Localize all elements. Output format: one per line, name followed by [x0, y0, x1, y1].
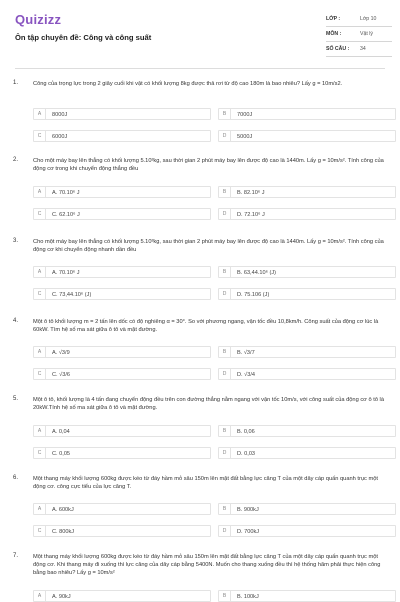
option-letter: A: [34, 591, 46, 601]
option-b[interactable]: [218, 590, 396, 602]
option-letter: C: [34, 448, 46, 458]
option-text: 6000J: [52, 134, 68, 140]
question-text: Cho một máy bay lên thẳng có khối lượng 5.10³kg, sau thời gian 2 phút máy bay lên được độ cao là 1440m. Lấy g = 10m/s². Tính công của động cơ khi chuyển động nhanh dần đều: [33, 239, 384, 254]
option-letter: A: [34, 426, 46, 436]
option-text: C. 0,05: [52, 451, 71, 457]
option-a[interactable]: [33, 590, 211, 602]
option-letter: A: [34, 347, 46, 357]
meta-key: LỚP :: [326, 16, 341, 22]
option-d[interactable]: [218, 525, 396, 537]
option-a[interactable]: [33, 425, 211, 437]
option-text: A. 70.10⁶ J: [52, 270, 80, 276]
page-title: Ôn tập chuyên đề: Công và công suất: [15, 33, 152, 42]
meta-value: 34: [360, 46, 366, 52]
option-letter: D: [219, 526, 231, 536]
option-c[interactable]: [33, 130, 211, 142]
meta-key: MÔN :: [326, 31, 342, 37]
option-text: 8000J: [52, 112, 68, 118]
question-number: 7.: [13, 553, 19, 559]
option-text: 7000J: [237, 112, 253, 118]
option-c[interactable]: [33, 525, 211, 537]
question-number: 6.: [13, 475, 19, 481]
option-a[interactable]: [33, 503, 211, 515]
option-text: B. √3/7: [237, 350, 255, 356]
option-text: A. 0,04: [52, 429, 70, 435]
option-d[interactable]: [218, 208, 396, 220]
option-text: A. 70.10⁶ J: [52, 190, 80, 196]
option-text: D. 700kJ: [237, 529, 260, 535]
option-text: A. 90kJ: [52, 594, 71, 600]
question-text: Một ô tô khối lượng m = 2 tấn lên dốc có độ nghiêng α = 30°. So với phương ngang, vận tốc đều 10,8km/h. Công suất của động cơ lúc là 60kW. Tìm hệ số ma sát giữa ô tô và mặt đường.: [33, 319, 379, 334]
meta-table: [326, 12, 392, 57]
option-b[interactable]: [218, 186, 396, 198]
option-text: C. 800kJ: [52, 529, 75, 535]
option-c[interactable]: [33, 208, 211, 220]
option-letter: B: [219, 109, 231, 119]
option-letter: C: [34, 131, 46, 141]
option-letter: A: [34, 109, 46, 119]
option-d[interactable]: [218, 288, 396, 300]
option-text: B. 63,44.10⁶ (J): [237, 270, 276, 276]
option-b[interactable]: [218, 266, 396, 278]
option-text: A. √3/9: [52, 350, 70, 356]
question-number: 2.: [13, 157, 19, 163]
meta-row-count: [326, 42, 392, 57]
option-letter: B: [219, 504, 231, 514]
option-letter: C: [34, 209, 46, 219]
option-a[interactable]: [33, 108, 211, 120]
option-text: A. 600kJ: [52, 507, 74, 513]
header: [0, 0, 400, 66]
meta-value: Vật lý: [360, 31, 373, 37]
option-text: D. 72.10⁶ J: [237, 212, 265, 218]
option-b[interactable]: [218, 425, 396, 437]
option-text: B. 0,06: [237, 429, 255, 435]
question-text: Một thang máy khối lượng 600kg được kéo từ đáy hầm mỏ sâu 150m lên mặt đất bằng lực căng T của một dây cáp quấn quanh trục một động cơ. công cực tiểu của lực căng T.: [33, 476, 378, 491]
quizizz-logo: Quizizz: [15, 12, 62, 27]
option-text: 5000J: [237, 134, 253, 140]
option-d[interactable]: [218, 368, 396, 380]
option-text: D. 0,03: [237, 451, 256, 457]
option-letter: D: [219, 289, 231, 299]
option-d[interactable]: [218, 447, 396, 459]
option-letter: A: [34, 187, 46, 197]
option-d[interactable]: [218, 130, 396, 142]
meta-row-subject: [326, 27, 392, 42]
meta-row-class: [326, 12, 392, 27]
option-letter: C: [34, 369, 46, 379]
option-c[interactable]: [33, 288, 211, 300]
option-text: C. √3/6: [52, 372, 70, 378]
option-a[interactable]: [33, 346, 211, 358]
option-b[interactable]: [218, 346, 396, 358]
option-c[interactable]: [33, 447, 211, 459]
option-letter: A: [34, 267, 46, 277]
option-letter: B: [219, 267, 231, 277]
option-letter: D: [219, 448, 231, 458]
option-b[interactable]: [218, 108, 396, 120]
option-letter: B: [219, 591, 231, 601]
question-number: 4.: [13, 318, 19, 324]
option-letter: B: [219, 187, 231, 197]
question-number: 1.: [13, 80, 19, 86]
option-a[interactable]: [33, 266, 211, 278]
option-text: C. 62.10⁶ J: [52, 212, 80, 218]
option-c[interactable]: [33, 368, 211, 380]
option-a[interactable]: [33, 186, 211, 198]
question-text: Công của trọng lực trong 2 giây cuối khi vật có khối lượng 8kg được thả rơi từ độ cao 180m là bao nhiêu? Lấy g = 10m/s2.: [33, 81, 343, 87]
question-number: 5.: [13, 396, 19, 402]
option-letter: A: [34, 504, 46, 514]
option-letter: C: [34, 526, 46, 536]
meta-value: Lớp 10: [360, 16, 377, 22]
option-b[interactable]: [218, 503, 396, 515]
option-letter: D: [219, 369, 231, 379]
header-divider: [15, 68, 385, 69]
option-text: B. 82.10⁶ J: [237, 190, 265, 196]
question-text: Một ô tô, khối lượng là 4 tấn đang chuyển động đều trên con đường thẳng nằm ngang với vận tốc 10m/s, với công suất của động cơ ô tô là 20kW.Tính hệ số ma sát giữa ô tô và mặt đường.: [33, 397, 384, 412]
question-text: Một thang máy khối lượng 600kg được kéo từ đáy hầm mỏ sâu 150m lên mặt đất bằng lực căng T của một dây cáp quấn quanh trục một động cơ. Khi thang máy đi xuống thì lực căng của dây cáp bằng 5400N. Muốn cho thang xuống đều thì hệ thống hãm phải thực hiện công bằng bao nhiêu? Lấy g = 10m/s²: [33, 554, 381, 577]
option-letter: B: [219, 347, 231, 357]
option-text: B. 100kJ: [237, 594, 259, 600]
option-letter: D: [219, 131, 231, 141]
option-text: D. √3/4: [237, 372, 255, 378]
question-text: Cho một máy bay lên thẳng có khối lượng 5.10³kg, sau thời gian 2 phút máy bay lên được độ cao là 1440m. Lấy g = 10m/s². Tính công của động cơ trong khi chuyển động thẳng đều: [33, 158, 384, 173]
question-number: 3.: [13, 238, 19, 244]
option-letter: D: [219, 209, 231, 219]
meta-key: SỐ CÂU :: [326, 46, 350, 52]
option-letter: C: [34, 289, 46, 299]
option-text: D. 75.106 (J): [237, 292, 270, 298]
option-text: B. 900kJ: [237, 507, 259, 513]
option-text: C. 73,44.10⁶ (J): [52, 292, 92, 298]
option-letter: B: [219, 426, 231, 436]
